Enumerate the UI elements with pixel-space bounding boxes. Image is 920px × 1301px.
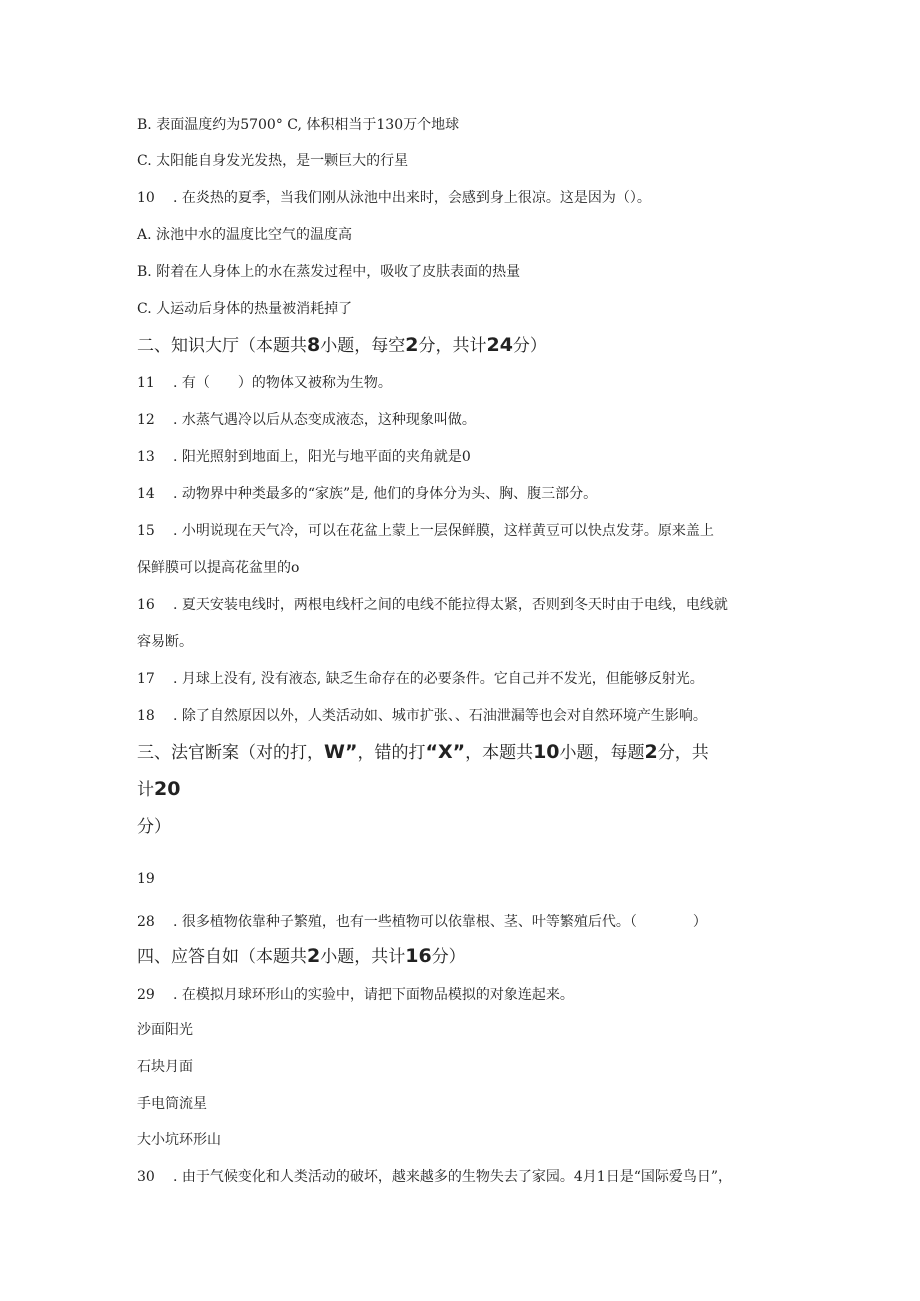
option-b-line: B. 表面温度约为5700° C, 体积相当于130万个地球 <box>137 117 460 133</box>
question-16-continued: 容易断。 <box>137 634 193 650</box>
section-2-heading: 二、知识大厅（本题共8小题，每空2分，共计24分） <box>137 334 547 356</box>
question-11: 11 . 有（ ）的物体又被称为生物。 <box>137 375 392 391</box>
match-item: 沙面阳光 <box>137 1022 193 1038</box>
question-12: 12 . 水蒸气遇冷以后从态变成液态，这种现象叫做。 <box>137 412 476 428</box>
match-item: 石块月面 <box>137 1059 193 1075</box>
question-15-continued: 保鲜膜可以提高花盆里的o <box>137 560 300 576</box>
question-30: 30 . 由于气候变化和人类活动的破坏，越来越多的生物失去了家园。4月1日是“国际爱鸟日”， <box>137 1169 733 1185</box>
question-10 <box>137 188 651 208</box>
question-18: 18 . 除了自然原因以外，人类活动如、城市扩张、、石油泄漏等也会对自然环境产生影响。 <box>137 708 707 724</box>
question-17: 17 . 月球上没有, 没有液态, 缺乏生命存在的必要条件。它自己并不发光，但能够反射光。 <box>137 671 704 687</box>
question-13: 13 . 阳光照射到地面上，阳光与地平面的夹角就是0 <box>137 449 471 465</box>
question-29: 29 . 在模拟月球环形山的实验中，请把下面物品模拟的对象连起来。 <box>137 987 574 1003</box>
section-3-heading-line-2: 计20 <box>137 778 181 800</box>
option-c-line: C. 太阳能自身发光发热，是一颗巨大的行星 <box>137 153 409 169</box>
section-3-heading: 三、法官断案（对的打，W”，错的打“X”，本题共10小题，每题2分，共 <box>137 741 709 763</box>
question-14: 14 . 动物界中种类最多的“家族”是, 他们的身体分为头、胸、腹三部分。 <box>137 486 598 502</box>
section-3-heading-line-3: 分） <box>137 817 171 837</box>
option-a-line: A. 泳池中水的温度比空气的温度高 <box>137 227 353 243</box>
option-c-line: C. 人运动后身体的热量被消耗掉了 <box>137 301 353 317</box>
question-text: . 在炎热的夏季，当我们刚从泳池中出来时，会感到身上很凉。这是因为（）。 <box>173 190 651 206</box>
question-15: 15 . 小明说现在天气冷，可以在花盆上蒙上一层保鲜膜，这样黄豆可以快点发芽。原来盖上 <box>137 523 714 539</box>
section-4-heading: 四、应答自如（本题共2小题，共计16分） <box>137 945 466 967</box>
match-item: 手电筒流星 <box>137 1096 207 1112</box>
question-19: 19 <box>137 871 155 887</box>
option-b-line: B. 附着在人身体上的水在蒸发过程中，吸收了皮肤表面的热量 <box>137 264 521 280</box>
question-number: 10 <box>137 190 155 206</box>
question-16: 16 . 夏天安装电线时，两根电线杆之间的电线不能拉得太紧，否则到冬天时由于电线，电线就 <box>137 597 728 613</box>
match-item: 大小坑环形山 <box>137 1132 221 1148</box>
question-28: 28 . 很多植物依靠种子繁殖，也有一些植物可以依靠根、茎、叶等繁殖后代。（ ） <box>137 914 707 930</box>
